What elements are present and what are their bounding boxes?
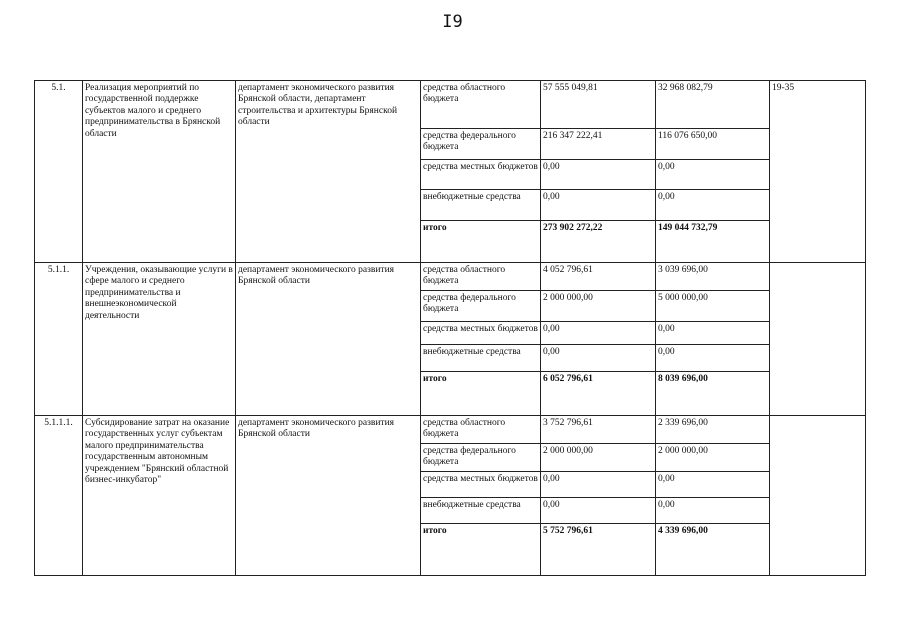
amount-1: 0,00 bbox=[541, 160, 656, 190]
table-row bbox=[35, 81, 866, 129]
amount-2: 0,00 bbox=[656, 345, 770, 372]
amount-1: 6 052 796,61 bbox=[541, 372, 656, 416]
funding-source: средства местных бюджетов bbox=[421, 160, 541, 190]
funding-source: средства федерального бюджета bbox=[421, 291, 541, 322]
amount-2: 3 039 696,00 bbox=[656, 263, 770, 291]
amount-2: 5 000 000,00 bbox=[656, 291, 770, 322]
amount-2: 4 339 696,00 bbox=[656, 523, 770, 575]
amount-1: 216 347 222,41 bbox=[541, 129, 656, 160]
funding-source: итого bbox=[421, 523, 541, 575]
amount-2: 0,00 bbox=[656, 190, 770, 221]
amount-2: 2 339 696,00 bbox=[656, 416, 770, 444]
funding-source: средства местных бюджетов bbox=[421, 322, 541, 345]
amount-1: 3 752 796,61 bbox=[541, 416, 656, 444]
table-row bbox=[35, 263, 866, 291]
funding-source: средства федерального бюджета bbox=[421, 443, 541, 471]
funding-source: внебюджетные средства bbox=[421, 190, 541, 221]
funding-source: итого bbox=[421, 221, 541, 263]
funding-source: средства областного бюджета bbox=[421, 416, 541, 444]
item-number: 5.1.1. bbox=[35, 263, 83, 416]
amount-2: 0,00 bbox=[656, 160, 770, 190]
item-extra bbox=[770, 263, 866, 416]
page-number: I9 bbox=[442, 12, 463, 32]
funding-source: внебюджетные средства bbox=[421, 345, 541, 372]
amount-1: 273 902 272,22 bbox=[541, 221, 656, 263]
amount-2: 0,00 bbox=[656, 471, 770, 497]
item-extra bbox=[770, 416, 866, 576]
amount-2: 0,00 bbox=[656, 497, 770, 523]
item-name: Реализация мероприятий по государственной поддержке субъектов малого и среднего предпринимательства в Брянской области bbox=[83, 81, 236, 263]
funding-source: средства областного бюджета bbox=[421, 81, 541, 129]
amount-2: 2 000 000,00 bbox=[656, 443, 770, 471]
amount-2: 32 968 082,79 bbox=[656, 81, 770, 129]
amount-2: 116 076 650,00 bbox=[656, 129, 770, 160]
amount-1: 0,00 bbox=[541, 345, 656, 372]
item-executor: департамент экономического развития Брянской области, департамент строительства и архитектуры Брянской области bbox=[236, 81, 421, 263]
amount-1: 2 000 000,00 bbox=[541, 443, 656, 471]
item-executor: департамент экономического развития Брянской области bbox=[236, 416, 421, 576]
item-executor: департамент экономического развития Брянской области bbox=[236, 263, 421, 416]
funding-source: средства федерального бюджета bbox=[421, 129, 541, 160]
item-extra: 19-35 bbox=[770, 81, 866, 263]
item-name: Субсидирование затрат на оказание государственных услуг субъектам малого предпринимательства государственным автономным учреждением "Брянский областной бизнес-инкубатор" bbox=[83, 416, 236, 576]
amount-1: 0,00 bbox=[541, 497, 656, 523]
amount-1: 4 052 796,61 bbox=[541, 263, 656, 291]
amount-1: 2 000 000,00 bbox=[541, 291, 656, 322]
item-number: 5.1. bbox=[35, 81, 83, 263]
table-row bbox=[35, 416, 866, 444]
amount-2: 8 039 696,00 bbox=[656, 372, 770, 416]
item-name: Учреждения, оказывающие услуги в сфере малого и среднего предпринимательства и внешнеэкономической деятельности bbox=[83, 263, 236, 416]
amount-1: 0,00 bbox=[541, 471, 656, 497]
item-number: 5.1.1.1. bbox=[35, 416, 83, 576]
funding-source: средства областного бюджета bbox=[421, 263, 541, 291]
amount-2: 0,00 bbox=[656, 322, 770, 345]
funding-source: итого bbox=[421, 372, 541, 416]
amount-1: 5 752 796,61 bbox=[541, 523, 656, 575]
funding-source: внебюджетные средства bbox=[421, 497, 541, 523]
amount-1: 0,00 bbox=[541, 190, 656, 221]
budget-table bbox=[34, 80, 866, 576]
amount-2: 149 044 732,79 bbox=[656, 221, 770, 263]
funding-source: средства местных бюджетов bbox=[421, 471, 541, 497]
amount-1: 0,00 bbox=[541, 322, 656, 345]
amount-1: 57 555 049,81 bbox=[541, 81, 656, 129]
